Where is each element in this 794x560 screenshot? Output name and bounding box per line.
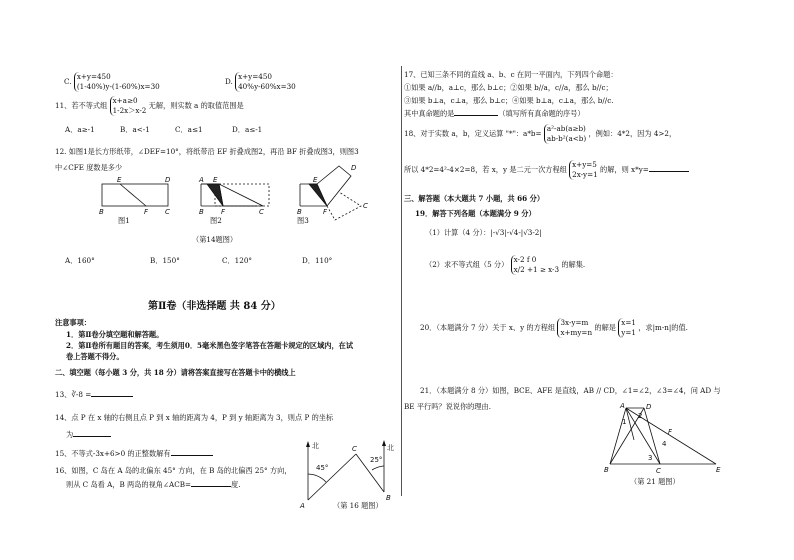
q12-line2: 中∠CFE 度数是多少 xyxy=(55,163,123,172)
q18-suffix: 的解，则 x*y= xyxy=(600,165,649,174)
q20-prefix: 20．（本题满分 7 分）关于 x、y 的方程组 xyxy=(420,323,556,332)
q10-d-eq1: x+y=450 xyxy=(238,72,272,81)
q18-case2: ab-b²(a<b) xyxy=(546,134,587,143)
fig1-label-d: D xyxy=(165,176,171,184)
q16-line1: 16、如图，C 岛在 A 岛的北偏东 45° 方向，在 B 岛的北偏西 25° 方向， xyxy=(55,466,292,475)
q10-d-label: D. xyxy=(225,77,233,86)
q18-case1: a²-ab(a≥b) xyxy=(546,124,586,133)
q20-mid: 的解是 xyxy=(594,323,616,332)
question-20 xyxy=(420,318,688,338)
q11-system xyxy=(110,96,147,116)
fig21-label-d: D xyxy=(646,403,652,411)
q19-system xyxy=(511,255,559,275)
question-11 xyxy=(55,96,244,116)
q18-text: 所以 4*2=4²-4×2=8，若 x，y 是二元一次方程组 xyxy=(404,165,567,174)
fig21-label-a: A xyxy=(620,402,625,410)
fig2-label-c: C xyxy=(259,208,264,216)
fig16-label-b: B xyxy=(386,494,391,502)
q18-cases xyxy=(544,124,586,144)
q13-text: 13、∛-8 = xyxy=(55,390,92,399)
fig2-caption: 图2 xyxy=(210,216,222,225)
fig21-angle-3: 3 xyxy=(648,454,653,462)
q11-ineq2: 1-2x＞x-2 xyxy=(112,106,147,115)
q18-blank xyxy=(649,171,689,172)
q18-system xyxy=(569,160,598,180)
q11-option-b: B．a<-1 xyxy=(120,125,150,134)
section-3-title: 三、解答题（本大题共 7 小题，共 66 分） xyxy=(404,194,545,203)
fig3-label-e: E xyxy=(313,176,318,184)
q12-option-b: B．150° xyxy=(150,256,180,265)
fig1-label-e: E xyxy=(117,176,122,184)
q10-d-system xyxy=(235,72,296,92)
notes-2b: 卷上答题不得分。 xyxy=(66,352,124,361)
q19-ineq2: x/2 +1 ≥ x-3 xyxy=(513,265,560,274)
q13-blank xyxy=(91,396,133,397)
q11-suffix: 无解，则实数 a 的取值范围是 xyxy=(148,101,244,110)
q21-line2: BE 平行吗？说说你的理由. xyxy=(404,402,491,411)
q12-option-a: A．160° xyxy=(65,256,95,265)
fig3-label-d: D xyxy=(351,164,357,172)
fig3-label-c: C xyxy=(363,202,368,210)
fig1-label-f: F xyxy=(144,208,149,216)
fig16-north-b: 北 xyxy=(387,444,394,452)
fig21-angle-1: 1 xyxy=(622,418,627,426)
q15-text: 15、不等式-3x+6>0 的正整数解有 xyxy=(55,449,171,458)
fig2-label-a: A xyxy=(199,176,204,184)
q12-line1: 12. 如图1是长方形纸带，∠DEF=10°，将纸带沿 EF 折叠成图2，再沿 BF 折叠成图3，则图3 xyxy=(55,147,359,156)
q10-c-eq1: x+y=450 xyxy=(76,72,111,81)
q18-eq1: x+y=5 xyxy=(572,160,597,169)
q18-eq2: 2x-y=1 xyxy=(572,170,598,179)
fig3-label-b: B xyxy=(297,208,302,216)
q14-line2 xyxy=(66,430,111,439)
q10-c-eq2: (1-40%)y-(1-60%)x=30 xyxy=(76,82,160,91)
q19-ineq1: x-2 f 0 xyxy=(513,255,537,264)
fig21-label-e: E xyxy=(716,466,721,474)
fig21-angle-2: 2 xyxy=(638,412,643,420)
part2-title: 第Ⅱ卷（非选择题 共 84 分） xyxy=(148,301,281,312)
q19-part2-prefix: （2）求不等式组（5 分） xyxy=(425,260,509,269)
q17-line1: 17、已知三条不同的直线 a、b、c 在同一平面内，下列四个命题： xyxy=(404,70,618,79)
fig2-label-e: E xyxy=(213,176,218,184)
q17-line4 xyxy=(404,109,585,118)
fig21-angle-4: 4 xyxy=(662,440,667,448)
q17-text: 其中真命题的是 xyxy=(404,109,455,118)
q20-eq1: 3x-y=m xyxy=(560,318,589,327)
q21-line1: 21．（本题满分 8 分）如图，BCE、AFE 是直线，AB // CD，∠1=∠2，∠3=∠4，问 AD 与 xyxy=(420,386,721,395)
notes-2a: 2．第Ⅱ卷所有题目的答案，考生须用0．5毫米黑色签字笔答在答题卡规定的区域内，在试 xyxy=(66,341,354,350)
fig1-label-b: B xyxy=(99,208,104,216)
q14-blank xyxy=(73,436,111,437)
q20-system xyxy=(557,318,592,338)
column-divider xyxy=(401,66,402,496)
q18-line1 xyxy=(404,124,676,144)
q12-option-c: C．120° xyxy=(222,256,252,265)
q16-unit: 度. xyxy=(231,480,241,489)
section-2-title: 二、填空题（每小题 3 分，共 18 分）请将答案直接写在答题卡中的横线上 xyxy=(55,368,296,377)
q15-blank xyxy=(171,455,213,456)
q10-option-d xyxy=(225,72,296,92)
q16-text: 则从 C 岛看 A，B 两岛的视角∠ACB= xyxy=(66,480,192,489)
q11-option-c: C．a≤1 xyxy=(175,125,203,134)
q11-ineq1: x+a≥0 xyxy=(112,96,138,105)
q17-line3: ③如果 b⊥a，c⊥a，那么 b⊥c；④如果 b⊥a，c⊥a，那么 b//c. xyxy=(404,96,614,105)
q10-c-system xyxy=(74,72,160,92)
q19-part2-suffix: 的解集. xyxy=(561,260,586,269)
fig3-label-f: F xyxy=(323,208,328,216)
fig16-label-a: A xyxy=(300,502,305,510)
fig3-caption: 图3 xyxy=(297,216,309,225)
fig16-angle-45: 45° xyxy=(316,464,329,472)
fig21-diagram xyxy=(600,402,726,478)
q18-prefix: 18、对于实数 a，b，定义运算 "*"：a*b= xyxy=(404,129,542,138)
notes-1: 1．第Ⅱ卷分填空题和解答题。 xyxy=(66,330,164,339)
q16-line2 xyxy=(66,480,241,489)
fig21-label-f: F xyxy=(668,428,673,436)
fig16-diagram xyxy=(296,440,400,510)
fig2-label-f: F xyxy=(221,208,226,216)
q20-eq2: x+my=n xyxy=(560,328,593,337)
fig21-caption: （第 21 题图） xyxy=(630,477,680,486)
q20-suffix: ，求|m-n|的值. xyxy=(638,323,688,332)
fig16-angle-25: 25° xyxy=(370,456,383,464)
q12-option-d: D．110° xyxy=(302,256,333,265)
q17-suffix: （填写所有真命题的序号） xyxy=(498,109,585,118)
q20-sol2: y=1 xyxy=(621,328,636,337)
q14-prefix: 为 xyxy=(66,430,74,439)
q19-part2 xyxy=(425,255,585,275)
q11-option-a: A．a≥-1 xyxy=(65,125,95,134)
fig21-label-b: B xyxy=(604,466,609,474)
notes-title: 注意事项： xyxy=(55,318,91,327)
q16-blank xyxy=(191,486,231,487)
fig16-caption: （第 16 题图） xyxy=(333,501,383,510)
q19-part1: （1）计算（4 分）：|-√3|-√4-|√3-2| xyxy=(425,228,542,237)
fig21-label-c: C xyxy=(656,467,661,475)
q18-example: ，例如：4*2，因为 4>2， xyxy=(588,129,677,138)
q11-option-d: D．a≤-1 xyxy=(232,125,263,134)
question-15 xyxy=(55,449,213,458)
q17-line2: ①如果 a//b，a⊥c，那么 b⊥c；②如果 b//a，c//a，那么 b//c； xyxy=(404,83,613,92)
question-13 xyxy=(55,390,133,399)
q14-line1: 14、点 P 在 x 轴的右侧且点 P 到 x 轴的距离为 4，P 到 y 轴距离为 3，则点 P 的坐标 xyxy=(55,413,334,422)
q11-prefix: 11、若不等式组 xyxy=(55,101,108,110)
q18-line2 xyxy=(404,160,689,180)
q17-blank xyxy=(454,115,498,116)
fold-figures xyxy=(95,162,370,234)
fig16-north-a: 北 xyxy=(312,442,319,450)
q10-option-c xyxy=(64,72,160,92)
q19-title: 19．解答下列各题（本题满分 9 分） xyxy=(415,209,536,218)
fig14-caption: （第14题图） xyxy=(192,235,238,244)
q10-d-eq2: 40%y-60%x=30 xyxy=(238,82,296,91)
fig2-label-b: B xyxy=(199,208,204,216)
fig1-caption: 图1 xyxy=(118,216,130,225)
fig1-label-c: C xyxy=(165,208,170,216)
fig16-label-c: C xyxy=(352,445,357,453)
q10-c-label: C. xyxy=(64,77,72,86)
q20-solution xyxy=(618,318,636,338)
q20-sol1: x=1 xyxy=(621,318,636,327)
